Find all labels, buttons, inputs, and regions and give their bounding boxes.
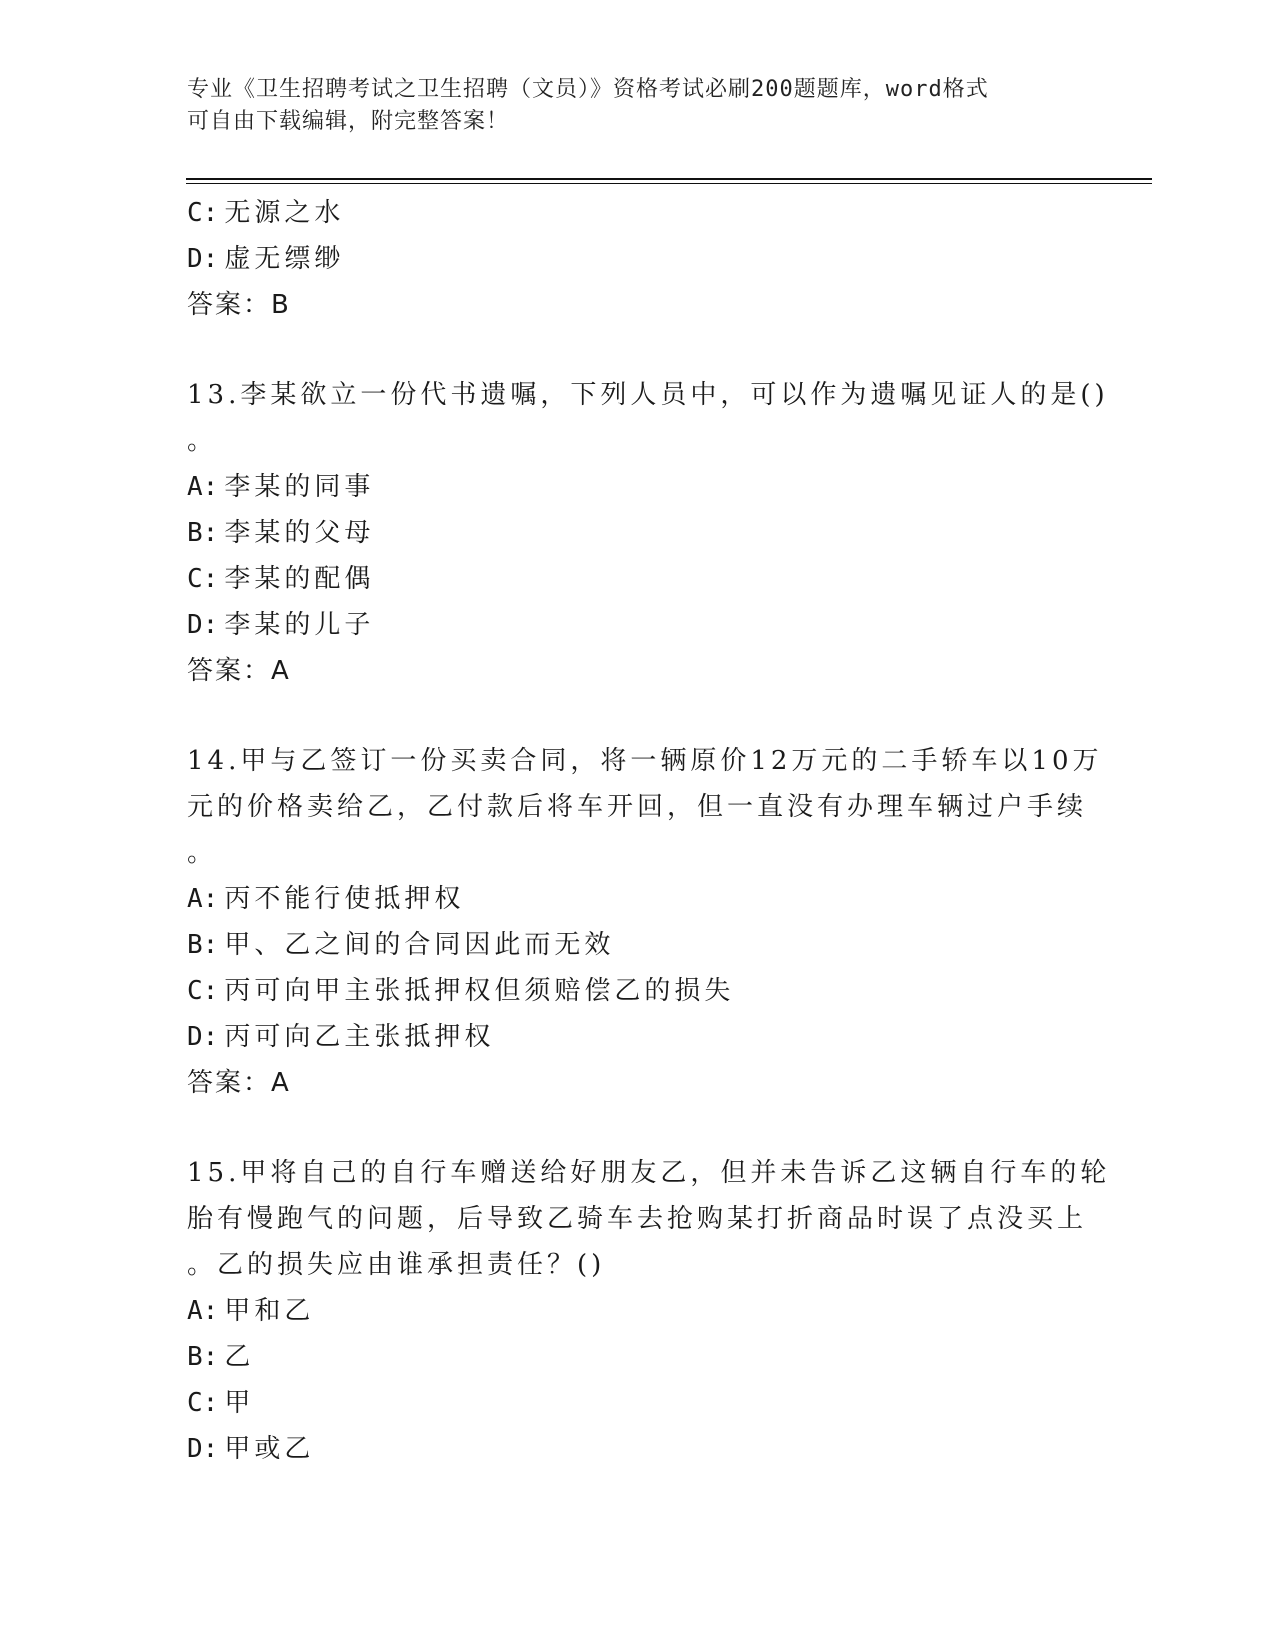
option-letter: C:	[187, 976, 219, 1006]
answer-line: 答案：A	[187, 1068, 291, 1098]
question-14	[187, 738, 1103, 1106]
option-b	[187, 510, 1087, 556]
option-text: 李某的儿子	[224, 610, 375, 640]
option-letter: D:	[187, 610, 219, 640]
question-stem-line: 。乙的损失应由谁承担责任？()	[187, 1250, 606, 1280]
question-stem-line: 元的价格卖给乙，乙付款后将车开回，但一直没有办理车辆过户手续	[187, 792, 1088, 822]
option-letter: D:	[187, 1022, 219, 1052]
option-c	[187, 190, 1087, 236]
option-text: 李某的同事	[224, 472, 375, 502]
option-text: 甲或乙	[224, 1434, 315, 1464]
option-c	[187, 968, 1087, 1014]
option-a	[187, 464, 1087, 510]
option-text: 李某的配偶	[224, 564, 375, 594]
document-header	[187, 74, 1067, 138]
document-body	[187, 190, 1111, 1472]
question-13	[187, 372, 1109, 694]
question-15	[187, 1150, 1111, 1472]
option-letter: D:	[187, 244, 219, 274]
answer-line: 答案：B	[187, 290, 291, 320]
question-12-tail	[187, 190, 1087, 328]
answer-line: 答案：A	[187, 656, 291, 686]
option-letter: A:	[187, 1296, 219, 1326]
option-b	[187, 1334, 1087, 1380]
option-letter: C:	[187, 1388, 219, 1418]
option-letter: D:	[187, 1434, 219, 1464]
header-rule-thick	[186, 178, 1152, 180]
question-stem-line: 。	[187, 838, 218, 868]
option-letter: B:	[187, 930, 219, 960]
option-d	[187, 1426, 1087, 1472]
option-b	[187, 922, 1087, 968]
option-c	[187, 556, 1087, 602]
option-text: 甲和乙	[224, 1296, 315, 1326]
option-text: 丙可向甲主张抵押权但须赔偿乙的损失	[224, 976, 735, 1006]
option-c	[187, 1380, 1087, 1426]
option-text: 李某的父母	[224, 518, 375, 548]
question-stem-line: 13.李某欲立一份代书遗嘱，下列人员中，可以作为遗嘱见证人的是()	[187, 380, 1109, 410]
option-letter: A:	[187, 472, 219, 502]
question-stem-line: 15.甲将自己的自行车赠送给好朋友乙，但并未告诉乙这辆自行车的轮	[187, 1158, 1111, 1188]
header-line-2: 可自由下载编辑，附完整答案！	[187, 109, 510, 134]
option-text: 丙可向乙主张抵押权	[224, 1022, 495, 1052]
option-letter: C:	[187, 564, 219, 594]
option-text: 无源之水	[224, 198, 345, 228]
question-stem-line: 。	[187, 426, 218, 456]
option-a	[187, 876, 1087, 922]
option-letter: C:	[187, 198, 219, 228]
option-letter: A:	[187, 884, 219, 914]
option-text: 乙	[224, 1342, 255, 1372]
option-d	[187, 602, 1087, 648]
option-a	[187, 1288, 1087, 1334]
question-stem-line: 14.甲与乙签订一份买卖合同，将一辆原价12万元的二手轿车以10万	[187, 746, 1103, 776]
option-d	[187, 1014, 1087, 1060]
header-line-1: 专业《卫生招聘考试之卫生招聘（文员）》资格考试必刷200题题库，word格式	[187, 77, 989, 102]
option-text: 甲、乙之间的合同因此而无效	[224, 930, 615, 960]
header-rule-thin	[186, 183, 1152, 184]
question-stem-line: 胎有慢跑气的问题，后导致乙骑车去抢购某打折商品时误了点没买上	[187, 1204, 1088, 1234]
option-d	[187, 236, 1087, 282]
option-letter: B:	[187, 1342, 219, 1372]
option-text: 虚无缥缈	[224, 244, 345, 274]
option-letter: B:	[187, 518, 219, 548]
option-text: 丙不能行使抵押权	[224, 884, 465, 914]
option-text: 甲	[224, 1388, 255, 1418]
